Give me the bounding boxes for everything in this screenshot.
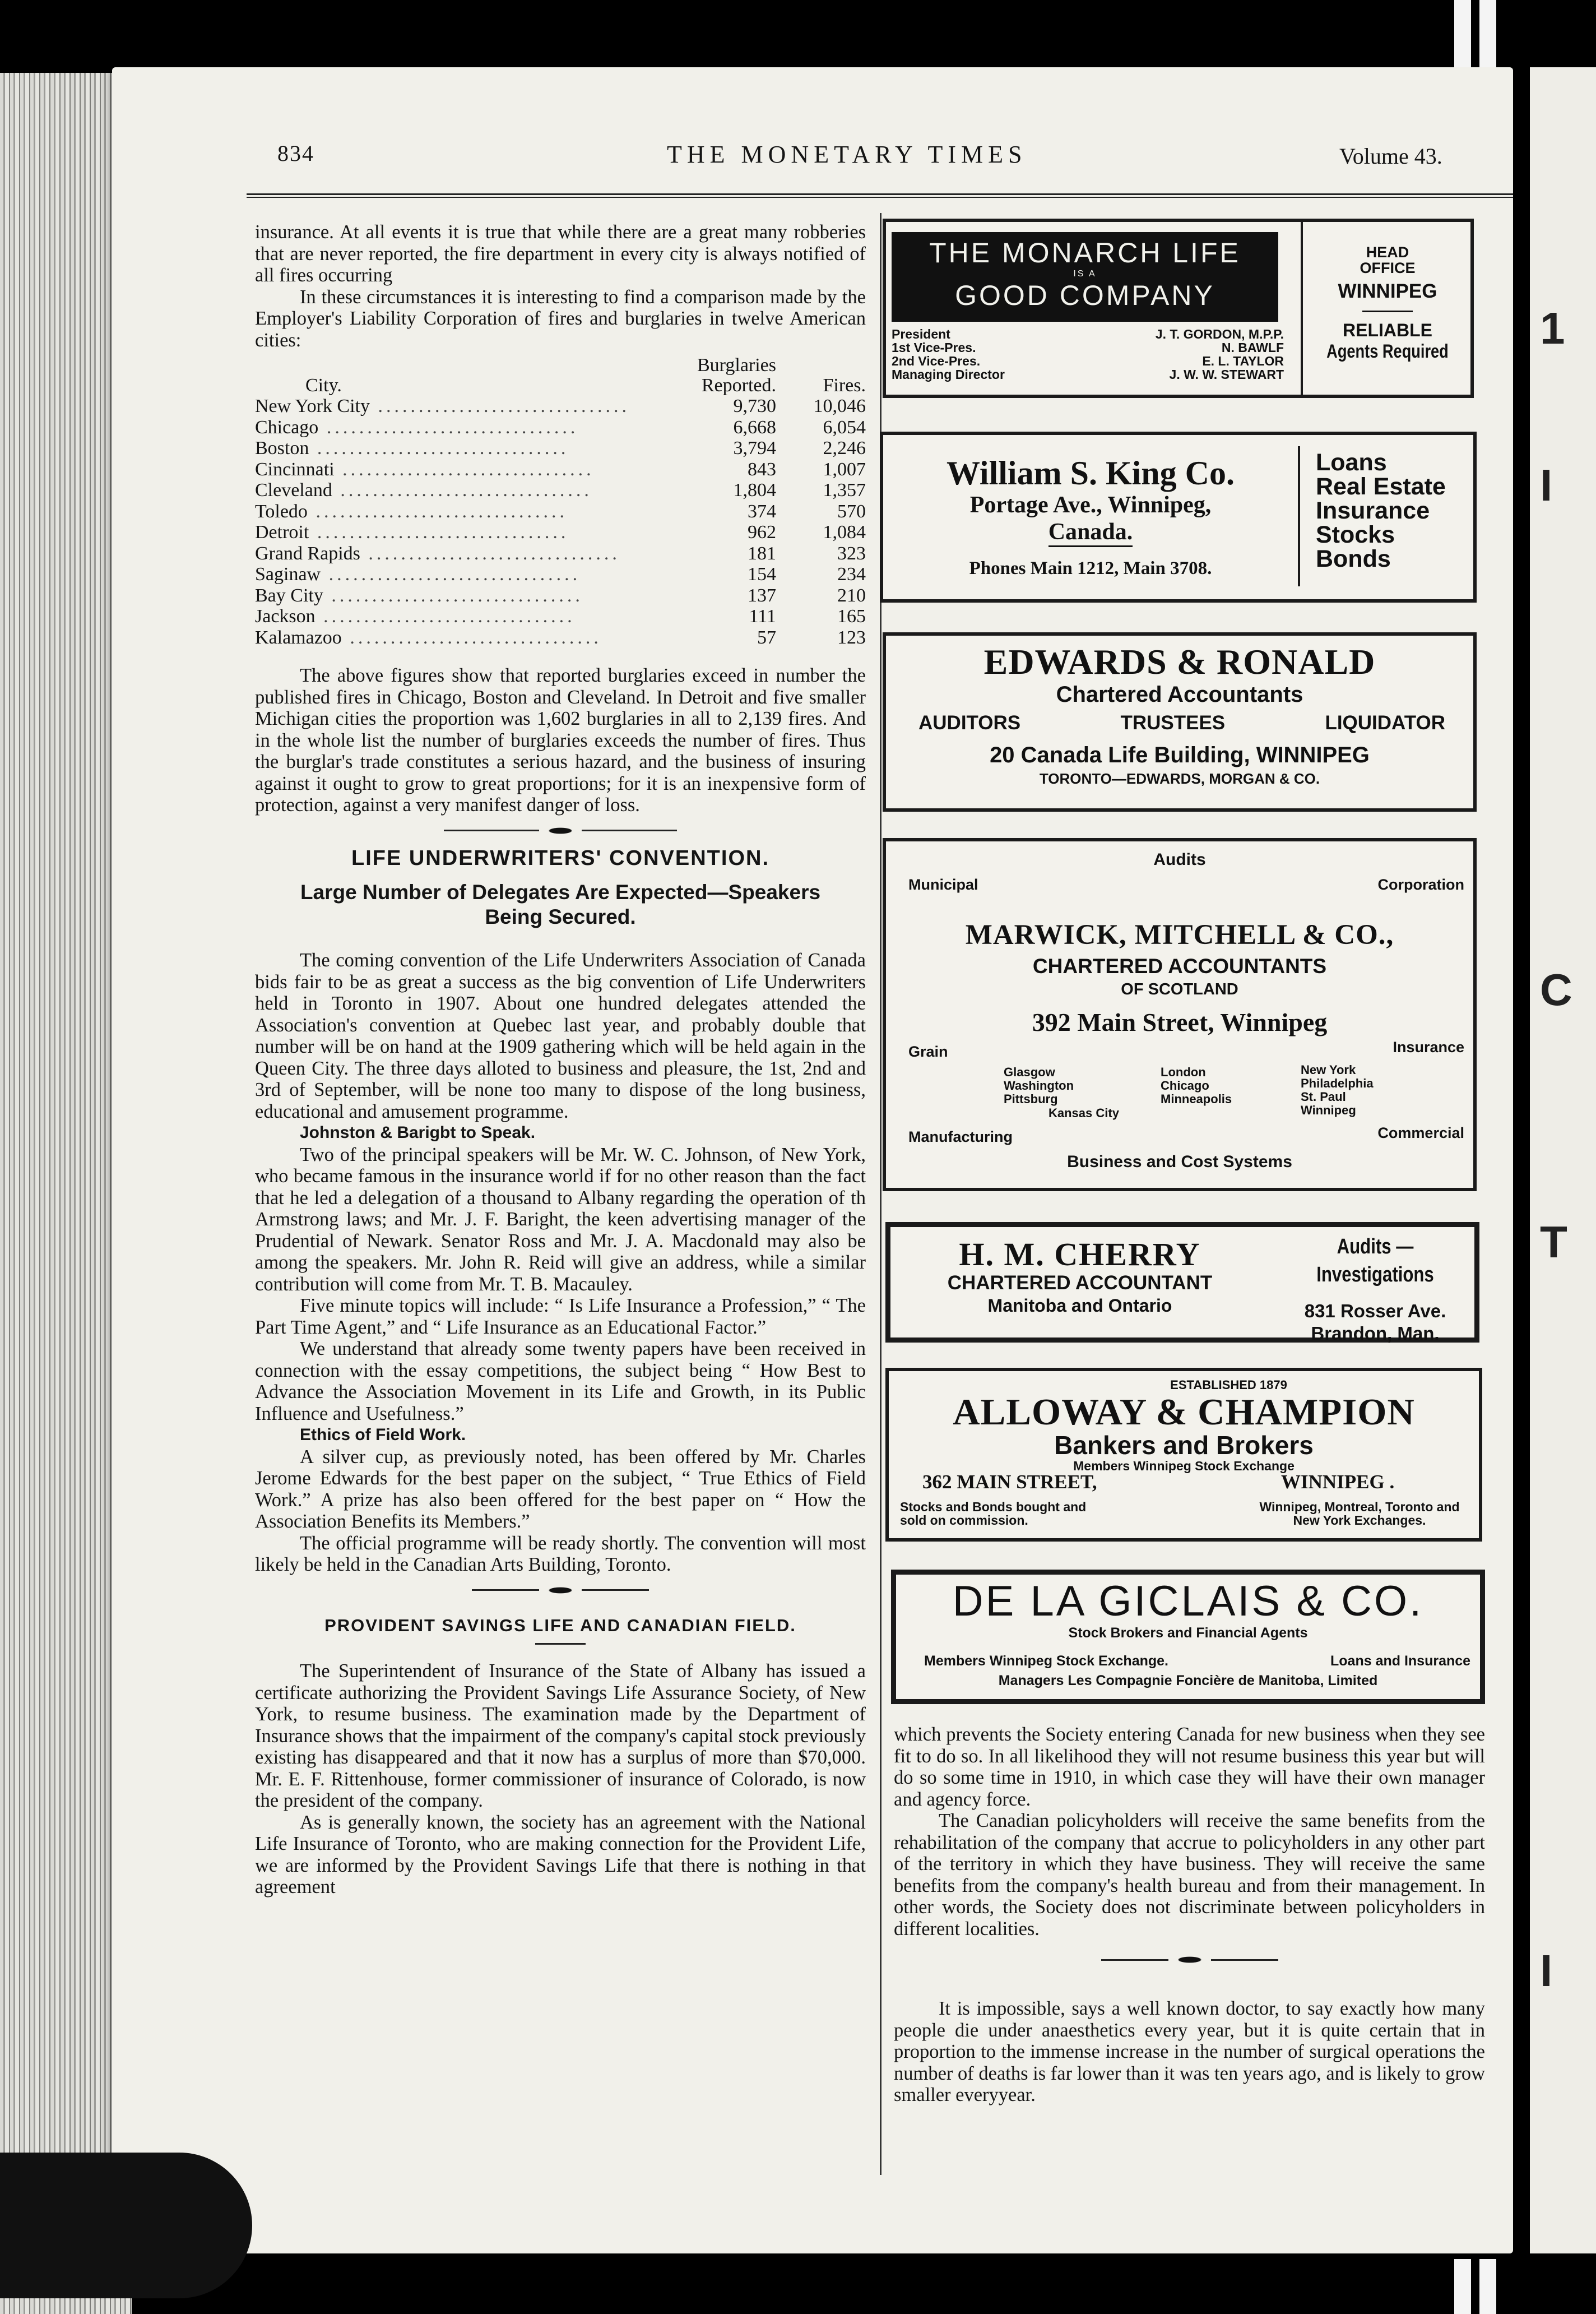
section-ornament [255,826,866,835]
city-name: Grand Rapids [255,543,360,564]
city-name: Toledo [255,501,308,522]
paragraph: The coming convention of the Life Underwriters Association of Canada bids fair to be as great a success as the big convention of Life Underwriters held in Toronto in 1907. About one hundred delegates attended the Association's convention at Quebec last year, and probably double that number will be on hand at the 1909 gathering which will be held again in the Queen City. The three days alloted to business and pleasure, the 1st, 2nd and 3rd of September, will be none too many to dispose of the long business, educational and amusement programme. [255,950,866,1122]
marwick-manufacturing: Manufacturing [908,1128,1013,1145]
alloway-stocks: Stocks and Bonds bought and sold on commission. [900,1500,1087,1528]
monarch-city: WINNIPEG [1338,280,1437,302]
article-title: LIFE UNDERWRITERS' CONVENTION. [351,846,770,870]
table-row [255,627,866,649]
officer-name: J. W. W. STEWART [1169,367,1284,382]
king-services [1316,451,1446,571]
table-cell-burglaries: 57 [757,627,776,648]
ad-alloway-champion [885,1368,1482,1542]
marwick-cities-1 [1004,1066,1074,1106]
marwick-city: London [1161,1065,1206,1079]
paragraph: insurance. At all events it is true that while there are a great many robberies that are never reported, the fire department in every city is always notified of all fires occurring [255,221,866,286]
alloway-established: ESTABLISHED 1879 [1170,1378,1287,1392]
paragraph: We understand that already some twenty papers have been received in connection with the essay competitions, the subject being “ How Best to Advance the Association Movement in its Life and Growth, in its Public Influence and Usefulness.” [255,1338,866,1424]
scan-tape [1454,2259,1471,2314]
cherry-left [901,1237,1259,1317]
masthead: THE MONETARY TIMES [667,141,1027,168]
city-name: Detroit [255,522,309,543]
table-header-city: City. [305,375,342,396]
city-name: Cincinnati [255,459,335,480]
leader-dots: ............................... [309,522,569,543]
city-name: Jackson [255,606,316,627]
giclais-name: DE LA GICLAIS & CO. [952,1577,1424,1625]
giclais-loans: Loans and Insurance [1330,1653,1471,1669]
alloway-city: WINNIPEG . [1281,1471,1395,1493]
ad-rule [1362,311,1413,312]
leader-dots: ............................... [318,416,579,438]
table-cell-city [255,585,686,607]
header-rule [247,193,1513,198]
edwards-roles [886,707,1473,734]
cherry-services: Audits —Investigations [1316,1235,1434,1286]
king-address: Portage Ave., Winnipeg, [969,492,1212,518]
table-row [255,564,866,585]
marwick-city: Winnipeg [1301,1103,1356,1117]
ad-de-la-giclais [891,1570,1485,1704]
monarch-reliable: RELIABLE [1343,320,1432,340]
table-cell-city [255,417,686,438]
leader-dots: ............................... [369,396,630,416]
thumb-shadow [0,2153,252,2298]
table-cell-fires: 2,246 [823,438,866,459]
city-name: Kalamazoo [255,627,342,648]
right-column-text [894,1724,1485,2106]
leader-dots: ............................... [334,459,595,480]
table-row [255,543,866,564]
table-cell-burglaries: 137 [748,585,776,606]
marwick-audits: Audits [1153,850,1206,869]
monarch-officers [892,327,1284,381]
leader-dots: ............................... [309,438,569,459]
edwards-role: TRUSTEES [1120,712,1226,734]
table-cell-fires: 6,054 [823,416,866,438]
marwick-city: Kansas City [1048,1106,1119,1120]
volume-label: Volume 43. [1339,144,1442,169]
marwick-city: Philadelphia [1301,1076,1374,1090]
officer-row [892,354,1284,368]
table-cell-burglaries: 1,804 [733,480,776,501]
table-cell-city [255,501,686,522]
table-cell-fires: 210 [837,585,866,606]
table-cell-city [255,543,686,564]
table-cell-city [255,459,686,480]
table-cell-fires: 1,084 [823,522,866,543]
officer-role: 2nd Vice-Pres. [892,354,981,368]
alloway-address: 362 MAIN STREET, [922,1471,1097,1493]
scan-tape [1479,0,1496,67]
facing-page-edge: 1 I C T I [1530,67,1596,2253]
officer-row [892,368,1284,381]
marwick-city: Washington [1004,1079,1074,1093]
table-cell-fires: 165 [837,606,866,627]
officer-name: N. BAWLF [1221,340,1284,355]
leader-dots: ............................... [307,501,568,522]
burglaries-fires-table [255,355,866,648]
edwards-name: EDWARDS & RONALD [983,642,1376,682]
table-cell-burglaries: 962 [748,522,776,543]
king-country: Canada. [1048,519,1133,547]
paragraph: The above figures show that reported burglaries exceed in number the published fires in Chicago, Boston and Cleveland. In Detroit and five smaller Michigan cities the proportion was 1,602 burglaries in all to 2,139 fires. And in the whole list the number of burglaries exceeds the number of fires. Thus the burglar's trade constitutes a serious hazard, and the business of insuring against it ought to grow to great proportions; for it is an inexpensive form of protection, against a very manifest danger of loss. [255,665,866,816]
paragraph: which prevents the Society entering Canada for new business when they see fit to do so. In all likelihood they will not resume business this year but will do so some time in 1910, in which case they will have their own manager and agency force. [894,1724,1485,1810]
section-ornament [255,1586,866,1595]
paragraph: It is impossible, says a well known doctor, to say exactly how many people die under anaesthetics every year, but it is quite certain that in proportion to the immense increase in the number of surgical operations the number of deaths is far lower than it was ten years ago, and is likely to grow smaller everyyear. [894,1998,1485,2105]
page-number: 834 [277,141,314,166]
king-service-item: Stocks [1316,521,1395,548]
monarch-logo-line3: GOOD COMPANY [955,280,1215,311]
leader-dots: ............................... [332,480,592,501]
table-cell-fires: 10,046 [813,396,866,416]
table-cell-burglaries: 111 [749,606,776,627]
table-cell-burglaries: 374 [748,501,776,522]
paragraph: A silver cup, as previously noted, has been offered by Mr. Charles Jerome Edwards for the best paper on the subject, “ True Ethics of Field Work.” A prize has also been offered for the best paper on “ How the Association Benefits its Members.” [255,1446,866,1532]
cherry-name: H. M. CHERRY [959,1236,1201,1272]
marwick-commercial: Commercial [1377,1124,1464,1141]
city-name: New York City [255,396,370,416]
table-cell-fires: 323 [837,543,866,564]
table-row [255,417,866,438]
ad-edwards-ronald [883,632,1477,812]
king-phones: Phones Main 1212, Main 3708. [969,558,1212,578]
paragraph: The Superintendent of Insurance of the State of Albany has issued a certificate authorizing the Provident Savings Life Assurance Society, of New York, to resume business. The examination made by the Department of Insurance shows that the impairment of the company's capital stock previously existing has disappeared and that it now has a surplus of more than $70,000. Mr. E. F. Rittenhouse, former commissioner of insurance of Colorado, is now the president of the company. [255,1660,866,1811]
marwick-city: Glasgow [1004,1065,1055,1079]
marwick-corporation: Corporation [1377,876,1464,893]
alloway-exchanges: Winnipeg, Montreal, Toronto and New York Exchanges. [1259,1500,1460,1528]
officer-role: President [892,327,950,341]
giclais-managers: Managers Les Compagnie Foncière de Manitoba, Limited [998,1673,1378,1688]
city-name: Saginaw [255,564,321,585]
marwick-city: St. Paul [1301,1090,1346,1104]
table-cell-city [255,522,686,543]
table-row [255,585,866,607]
table-cell-fires: 234 [837,564,866,585]
marwick-address: 392 Main Street, Winnipeg [1032,1008,1328,1036]
article-subtitle: Large Number of Delegates Are Expected—Speakers Being Secured. [300,881,821,928]
marwick-cities-3 [1301,1063,1374,1117]
marwick-systems: Business and Cost Systems [1067,1153,1292,1171]
ad-divider [1298,446,1300,586]
leader-dots: ............................... [360,543,620,564]
edwards-role: LIQUIDATOR [1325,712,1445,734]
edwards-address: 20 Canada Life Building, WINNIPEG [990,743,1370,767]
monarch-agents: Agents Required [1326,341,1449,362]
paragraph: As is generally known, the society has an agreement with the National Life Insurance of Toronto, who are making connection for the Provident Life, we are informed by the Provident Savings Life that there is nothing in that agreement [255,1811,866,1898]
leader-dots: ............................... [315,606,576,627]
edwards-sub: Chartered Accountants [1056,682,1303,707]
giclais-members: Members Winnipeg Stock Exchange. [924,1653,1168,1669]
table-cell-burglaries: 154 [748,564,776,585]
marwick-sub: CHARTERED ACCOUNTANTS [1032,955,1327,978]
scan-tape [1479,2259,1496,2314]
table-row [255,396,866,417]
title-rule [535,1643,586,1645]
monarch-head: HEAD [1366,244,1409,261]
cherry-sub: CHARTERED ACCOUNTANT [947,1272,1213,1294]
section-ornament [894,1955,1485,1964]
marwick-city: Minneapolis [1161,1092,1232,1106]
king-service-item: Bonds [1316,545,1391,572]
cherry-address2: Brandon, Man. [1311,1323,1440,1344]
paragraph: The Canadian policyholders will receive the same benefits from the rehabilitation of the company that accrue to policyholders in any other part of the territory in which they have business. They will receive the same benefits from the company's health bureau and from their management. In other words, the Society does not discriminate between policyholders in different localities. [894,1810,1485,1940]
article-title: PROVIDENT SAVINGS LIFE AND CANADIAN FIELD. [324,1615,796,1635]
leader-dots: ............................... [321,564,581,585]
table-cell-city [255,606,686,627]
scan-tape [1454,0,1471,67]
table-cell-burglaries: 9,730 [733,396,776,416]
city-name: Chicago [255,416,319,438]
leader-dots: ............................... [341,627,602,648]
ad-divider [1301,222,1303,395]
side-heading: Ethics of Field Work. [300,1426,466,1444]
officer-row [892,327,1284,341]
table-header-burglaries-1: Burglaries [697,355,776,376]
side-heading: Johnston & Barigbt to Speak. [300,1123,536,1142]
table-cell-fires: 123 [837,627,866,648]
table-cell-fires: 1,007 [823,459,866,480]
marwick-grain: Grain [908,1043,948,1060]
table-cell-fires: 1,357 [823,480,866,501]
table-row [255,459,866,480]
marwick-of: OF SCOTLAND [1121,980,1238,998]
paragraph: Two of the principal speakers will be Mr. W. C. Johnson, of New York, who became famous in the insurance world if for no other reason than the fact that he led a delegation of a thousand to Albany regarding the operation of th Armstrong laws; and Mr. J. F. Baright, the keen advertising manager of the Prudential of Newark. Senator Ross and Mr. J. A. Macdonald may also be among the speakers. Mr. John R. Reid will give an address, while a similar contribution will come from Mr. T. B. Macauley. [255,1144,866,1295]
officer-role: Managing Director [892,367,1005,382]
monarch-logo-banner [892,232,1278,322]
table-row [255,606,866,627]
ad-monarch-life [883,219,1474,398]
table-cell-fires: 570 [837,501,866,522]
table-header-fires: Fires. [823,375,866,396]
table-header-burglaries [686,355,776,396]
king-name: William S. King Co. [947,455,1235,492]
officer-name: J. T. GORDON, M.P.P. [1155,327,1284,341]
cherry-right [1277,1233,1473,1345]
table-header-burglaries-2: Reported. [701,375,776,396]
table-cell-burglaries: 3,794 [733,438,776,459]
marwick-cities-2 [1161,1066,1232,1106]
left-column [255,221,866,1898]
monarch-right-panel [1306,244,1469,363]
city-name: Cleveland [255,480,332,501]
paragraph: The official programme will be ready shortly. The convention will most likely be held in the Canadian Arts Building, Toronto. [255,1532,866,1575]
alloway-name: ALLOWAY & CHAMPION [953,1391,1415,1433]
alloway-members: Members Winnipeg Stock Exchange [1073,1459,1295,1473]
table-cell-city [255,438,686,459]
edwards-role: AUDITORS [918,712,1021,734]
table-cell-burglaries: 181 [748,543,776,564]
table-cell-burglaries: 6,668 [733,416,776,438]
giclais-sub: Stock Brokers and Financial Agents [1068,1625,1308,1641]
officer-role: 1st Vice-Pres. [892,340,976,355]
paragraph: Five minute topics will include: “ Is Life Insurance a Profession,” “ The Part Time Agent,” and “ Life Insurance as an Educational Factor.” [255,1295,866,1338]
city-name: Boston [255,438,309,459]
marwick-city: New York [1301,1063,1356,1077]
table-row [255,480,866,501]
monarch-office: OFFICE [1360,260,1416,276]
city-name: Bay City [255,585,323,606]
table-row [255,522,866,543]
table-row [255,438,866,459]
ad-hm-cherry [885,1222,1479,1343]
cherry-provinces: Manitoba and Ontario [987,1295,1172,1316]
officer-name: E. L. TAYLOR [1202,354,1284,368]
table-cell-city [255,627,686,649]
monarch-logo-line1: THE MONARCH LIFE [929,237,1241,269]
marwick-insurance: Insurance [1393,1039,1464,1056]
table-header-row [255,355,866,396]
alloway-sub: Bankers and Brokers [1054,1431,1314,1460]
table-row [255,501,866,522]
paragraph: In these circumstances it is interesting to find a comparison made by the Employer's Liability Corporation of fires and burglaries in twelve American cities: [255,286,866,351]
king-service-item: Insurance [1316,497,1430,524]
edwards-toronto: TORONTO—EDWARDS, MORGAN & CO. [1039,770,1320,787]
king-left [883,455,1298,579]
table-cell-city [255,396,686,417]
king-service-item: Loans [1316,449,1387,476]
king-service-item: Real Estate [1316,473,1446,500]
officer-row [892,341,1284,354]
ad-william-king [880,432,1477,603]
monarch-logo-line2: IS A [1073,269,1097,279]
marwick-city: Chicago [1161,1079,1209,1093]
marwick-city: Pittsburg [1004,1092,1058,1106]
table-cell-city [255,564,686,585]
table-cell-burglaries: 843 [748,459,776,480]
leader-dots: ............................... [323,585,583,606]
table-cell-city [255,480,686,501]
marwick-name: MARWICK, MITCHELL & CO., [965,919,1394,951]
ad-marwick-mitchell [883,838,1477,1191]
marwick-municipal: Municipal [908,876,978,893]
cherry-address1: 831 Rosser Ave. [1304,1301,1446,1321]
